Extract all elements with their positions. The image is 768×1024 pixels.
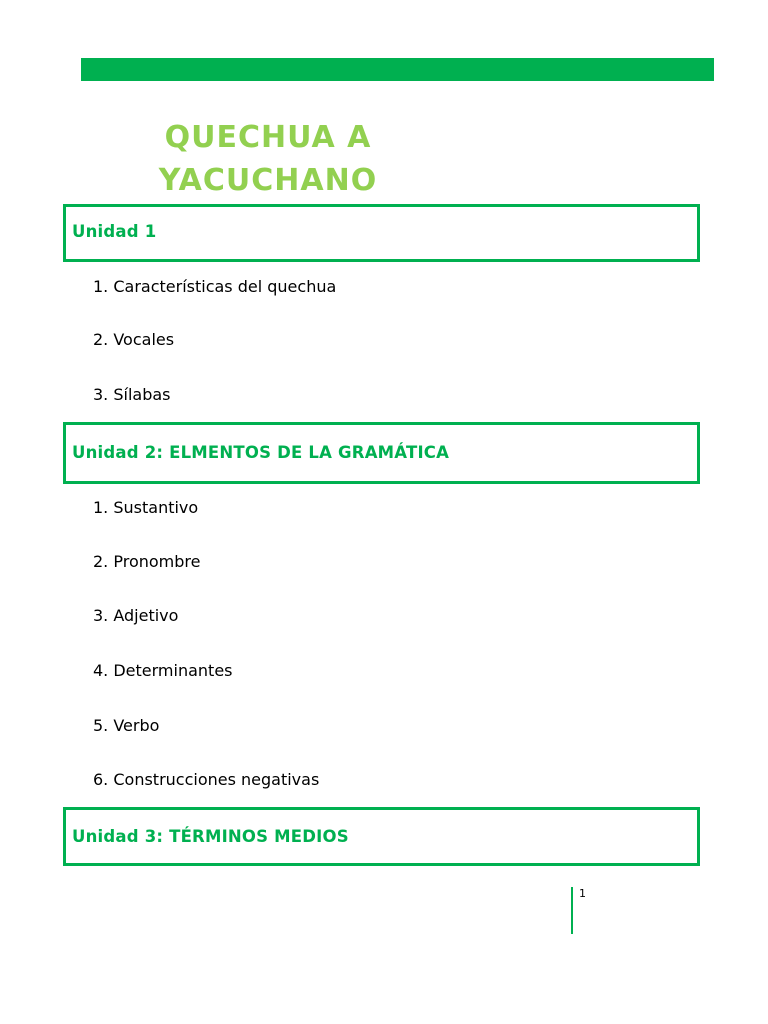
document-title: QUECHUA AYACUCHANO <box>157 116 379 202</box>
unit-1-item-3: 3. Sílabas <box>93 385 171 404</box>
unit-1-item-1: 1. Características del quechua <box>93 277 337 296</box>
unit-2-item-3: 3. Adjetivo <box>93 606 179 625</box>
unit-2-item-1: 1. Sustantivo <box>93 498 199 517</box>
unit-3-heading: Unidad 3: TÉRMINOS MEDIOS <box>72 827 349 846</box>
unit-1-box <box>63 204 700 262</box>
unit-1-item-2: 2. Vocales <box>93 330 175 349</box>
page-number-rule <box>571 887 573 934</box>
unit-1-heading: Unidad 1 <box>72 222 157 241</box>
unit-2-item-5: 5. Verbo <box>93 716 160 735</box>
unit-2-item-6: 6. Construcciones negativas <box>93 770 320 789</box>
page-number: 1 <box>579 887 586 900</box>
unit-2-item-4: 4. Determinantes <box>93 661 233 680</box>
unit-2-heading: Unidad 2: ELMENTOS DE LA GRAMÁTICA <box>72 443 450 462</box>
header-accent-bar <box>81 58 714 81</box>
unit-2-item-2: 2. Pronombre <box>93 552 201 571</box>
